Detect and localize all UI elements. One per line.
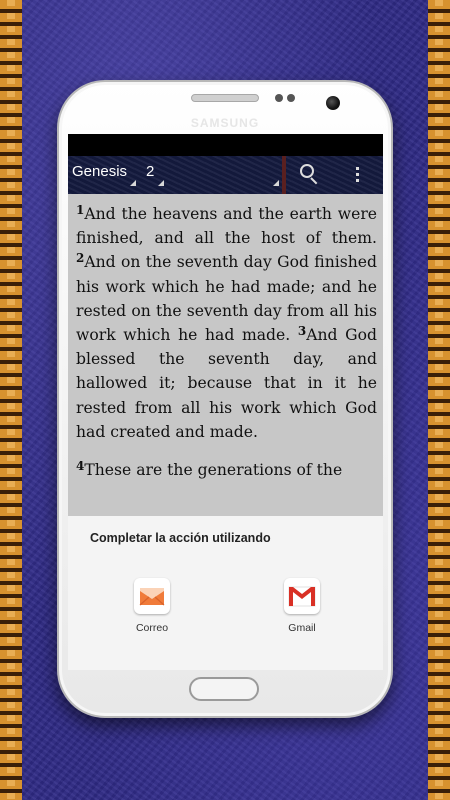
verse-number: 2 — [76, 251, 85, 266]
right-stitching — [428, 0, 450, 800]
device-brand: SAMSUNG — [190, 116, 260, 130]
share-sheet-title: Completar la acción utilizando — [90, 531, 271, 545]
share-sheet — [68, 516, 383, 670]
verse-number: 3 — [297, 324, 307, 339]
gmail-icon — [284, 578, 320, 614]
book-dropdown-icon — [130, 180, 136, 186]
toolbar-divider — [282, 156, 286, 194]
chapter-dropdown-icon — [158, 180, 164, 186]
share-option-gmail[interactable] — [262, 578, 342, 634]
paragraph — [76, 458, 377, 482]
sensor-dot — [287, 94, 295, 102]
left-stitching — [0, 0, 22, 800]
verse-text: And God blessed the seventh day, and hallowed it; because that in it he rested from all his work which God had created and made. — [76, 326, 377, 441]
verse-text: These are the generations of the — [84, 461, 343, 480]
email-envelope-icon — [134, 578, 170, 614]
book-selector[interactable]: Genesis — [72, 163, 128, 180]
chapter-selector[interactable]: 2 — [146, 163, 155, 180]
verse-text: And the heavens and the earth were finished, and all the host of them. — [76, 205, 377, 248]
home-button[interactable] — [189, 677, 259, 701]
verse-text: And on the seventh day God finished his work which he had made; and he rested on the seventh day from all his work which he had made. — [76, 253, 377, 345]
share-option-label: Correo — [135, 622, 169, 634]
toolbar-corner-icon — [273, 180, 279, 186]
status-bar — [68, 134, 383, 156]
speaker-grille — [191, 94, 259, 102]
share-option-label: Gmail — [288, 622, 316, 634]
search-icon[interactable] — [300, 164, 320, 184]
overflow-menu-icon[interactable] — [356, 167, 360, 185]
sensor-dot — [275, 94, 283, 102]
app-screen — [68, 134, 383, 670]
share-option-correo[interactable] — [112, 578, 192, 634]
paragraph — [76, 202, 377, 444]
scripture-text — [68, 194, 383, 516]
verse-number: 4 — [76, 459, 85, 474]
app-toolbar — [68, 156, 383, 194]
front-camera — [326, 96, 340, 110]
verse-number: 1 — [76, 203, 85, 217]
